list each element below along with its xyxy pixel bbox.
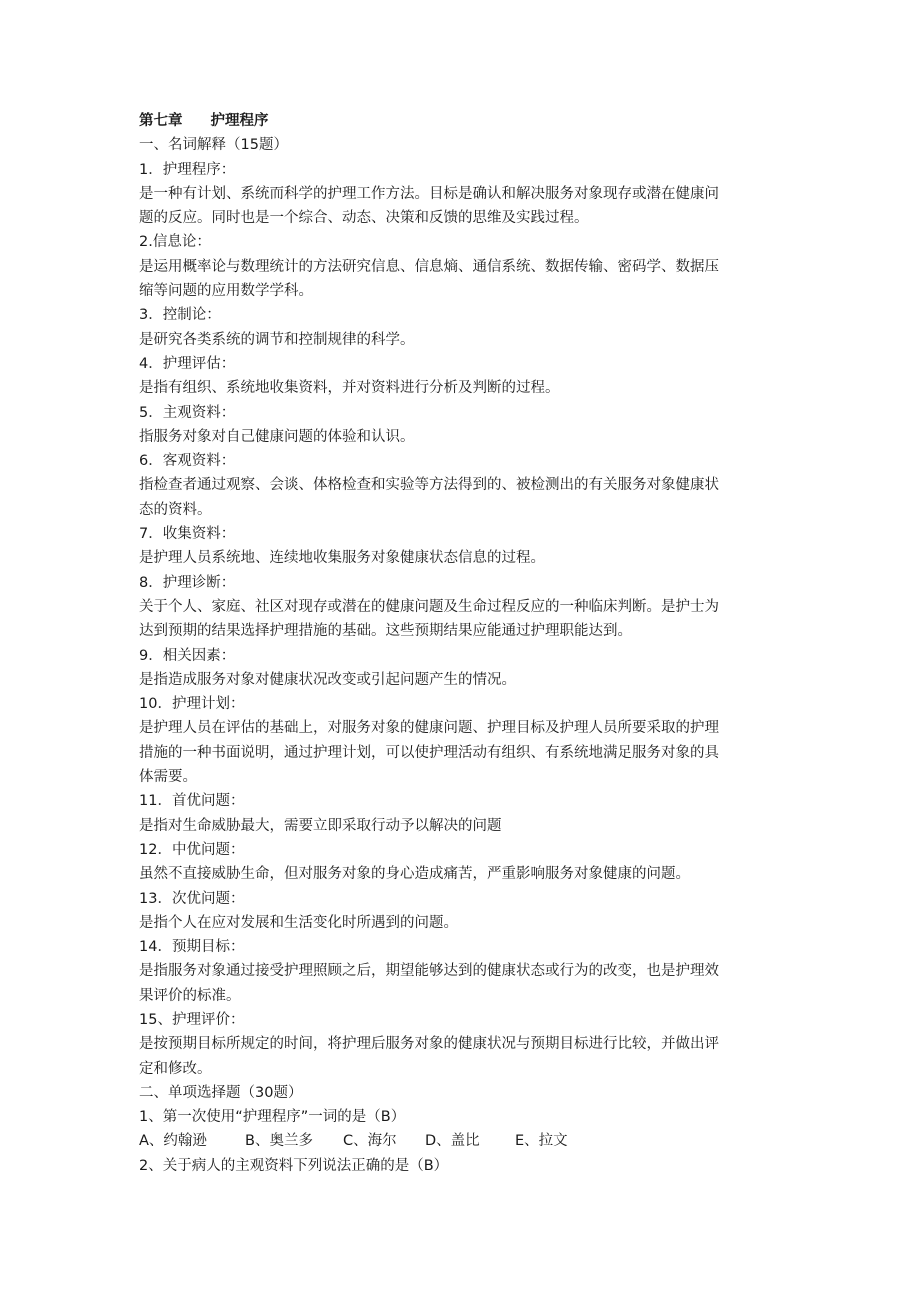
document-page bbox=[139, 109, 789, 1178]
term-heading: 5．主观资料： bbox=[139, 404, 236, 421]
term-heading: 6．客观资料： bbox=[139, 453, 236, 470]
section-heading-choice: 二、单项选择题（30题） bbox=[139, 1084, 303, 1101]
term-definition: 虽然不直接威胁生命，但对服务对象的身心造成痛苦，严重影响服务对象健康的问题。 bbox=[139, 866, 690, 883]
term-definition: 缩等问题的应用数学学科。 bbox=[139, 283, 313, 300]
term-definition: 是研究各类系统的调节和控制规律的科学。 bbox=[139, 331, 415, 348]
term-heading: 10．护理计划： bbox=[139, 696, 245, 713]
question-stem: 1、第一次使用“护理程序”一词的是（B） bbox=[139, 1109, 406, 1126]
term-heading: 9．相关因素： bbox=[139, 647, 236, 664]
term-heading: 11．首优问题： bbox=[139, 793, 245, 810]
term-definition: 题的反应。同时也是一个综合、动态、决策和反馈的思维及实践过程。 bbox=[139, 210, 589, 227]
term-definition: 是护理人员在评估的基础上，对服务对象的健康问题、护理目标及护理人员所要采取的护理 bbox=[139, 720, 719, 737]
option-e: E、拉文 bbox=[515, 1133, 568, 1150]
question-options bbox=[139, 1129, 789, 1153]
chapter-title: 护理程序 bbox=[210, 113, 269, 129]
term-definition: 是指有组织、系统地收集资料，并对资料进行分析及判断的过程。 bbox=[139, 380, 560, 397]
term-heading: 12．中优问题： bbox=[139, 841, 245, 858]
term-heading: 7．收集资料： bbox=[139, 526, 236, 543]
term-heading: 13．次优问题： bbox=[139, 890, 245, 907]
term-definition: 是指个人在应对发展和生活变化时所遇到的问题。 bbox=[139, 914, 458, 931]
term-definition: 是指服务对象通过接受护理照顾之后，期望能够达到的健康状态或行为的改变，也是护理效 bbox=[139, 963, 719, 980]
term-definition: 是指对生命威胁最大，需要立即采取行动予以解决的问题 bbox=[139, 817, 502, 834]
term-definition: 指服务对象对自己健康问题的体验和认识。 bbox=[139, 428, 415, 445]
option-c: C、海尔 bbox=[343, 1133, 397, 1150]
term-definition: 果评价的标准。 bbox=[139, 987, 241, 1004]
term-definition: 是指造成服务对象对健康状况改变或引起问题产生的情况。 bbox=[139, 671, 516, 688]
term-definition: 达到预期的结果选择护理措施的基础。这些预期结果应能通过护理职能达到。 bbox=[139, 623, 632, 640]
term-heading: 4．护理评估： bbox=[139, 355, 236, 372]
question-stem: 2、关于病人的主观资料下列说法正确的是（B） bbox=[139, 1157, 449, 1174]
term-definition: 措施的一种书面说明，通过护理计划，可以使护理活动有组织、有系统地满足服务对象的具 bbox=[139, 744, 719, 761]
option-b: B、奥兰多 bbox=[245, 1133, 313, 1150]
chapter-number: 第七章 bbox=[139, 113, 183, 129]
option-a: A、约翰逊 bbox=[139, 1133, 207, 1150]
term-definition: 是按预期目标所规定的时间，将护理后服务对象的健康状况与预期目标进行比较，并做出评 bbox=[139, 1036, 719, 1053]
section-heading-terms: 一、名词解释（15题） bbox=[139, 137, 288, 154]
term-definition: 定和修改。 bbox=[139, 1060, 212, 1077]
term-definition: 关于个人、家庭、社区对现存或潜在的健康问题及生命过程反应的一种临床判断。是护士为 bbox=[139, 598, 719, 615]
term-definition: 体需要。 bbox=[139, 769, 197, 786]
term-heading: 8．护理诊断： bbox=[139, 574, 236, 591]
term-heading: 1．护理程序： bbox=[139, 161, 236, 178]
term-definition: 指检查者通过观察、会谈、体格检查和实验等方法得到的、被检测出的有关服务对象健康状 bbox=[139, 477, 719, 494]
term-definition: 是一种有计划、系统而科学的护理工作方法。目标是确认和解决服务对象现存或潜在健康问 bbox=[139, 185, 719, 202]
term-definition: 是运用概率论与数理统计的方法研究信息、信息熵、通信系统、数据传输、密码学、数据压 bbox=[139, 258, 719, 275]
chapter-heading bbox=[139, 109, 789, 133]
term-heading: 14．预期目标： bbox=[139, 939, 245, 956]
term-heading: 2.信息论： bbox=[139, 234, 211, 251]
term-definition: 是护理人员系统地、连续地收集服务对象健康状态信息的过程。 bbox=[139, 550, 545, 567]
option-d: D、盖比 bbox=[425, 1133, 480, 1150]
term-heading: 3．控制论： bbox=[139, 307, 221, 324]
term-heading: 15、护理评价： bbox=[139, 1011, 245, 1028]
term-definition: 态的资料。 bbox=[139, 501, 212, 518]
